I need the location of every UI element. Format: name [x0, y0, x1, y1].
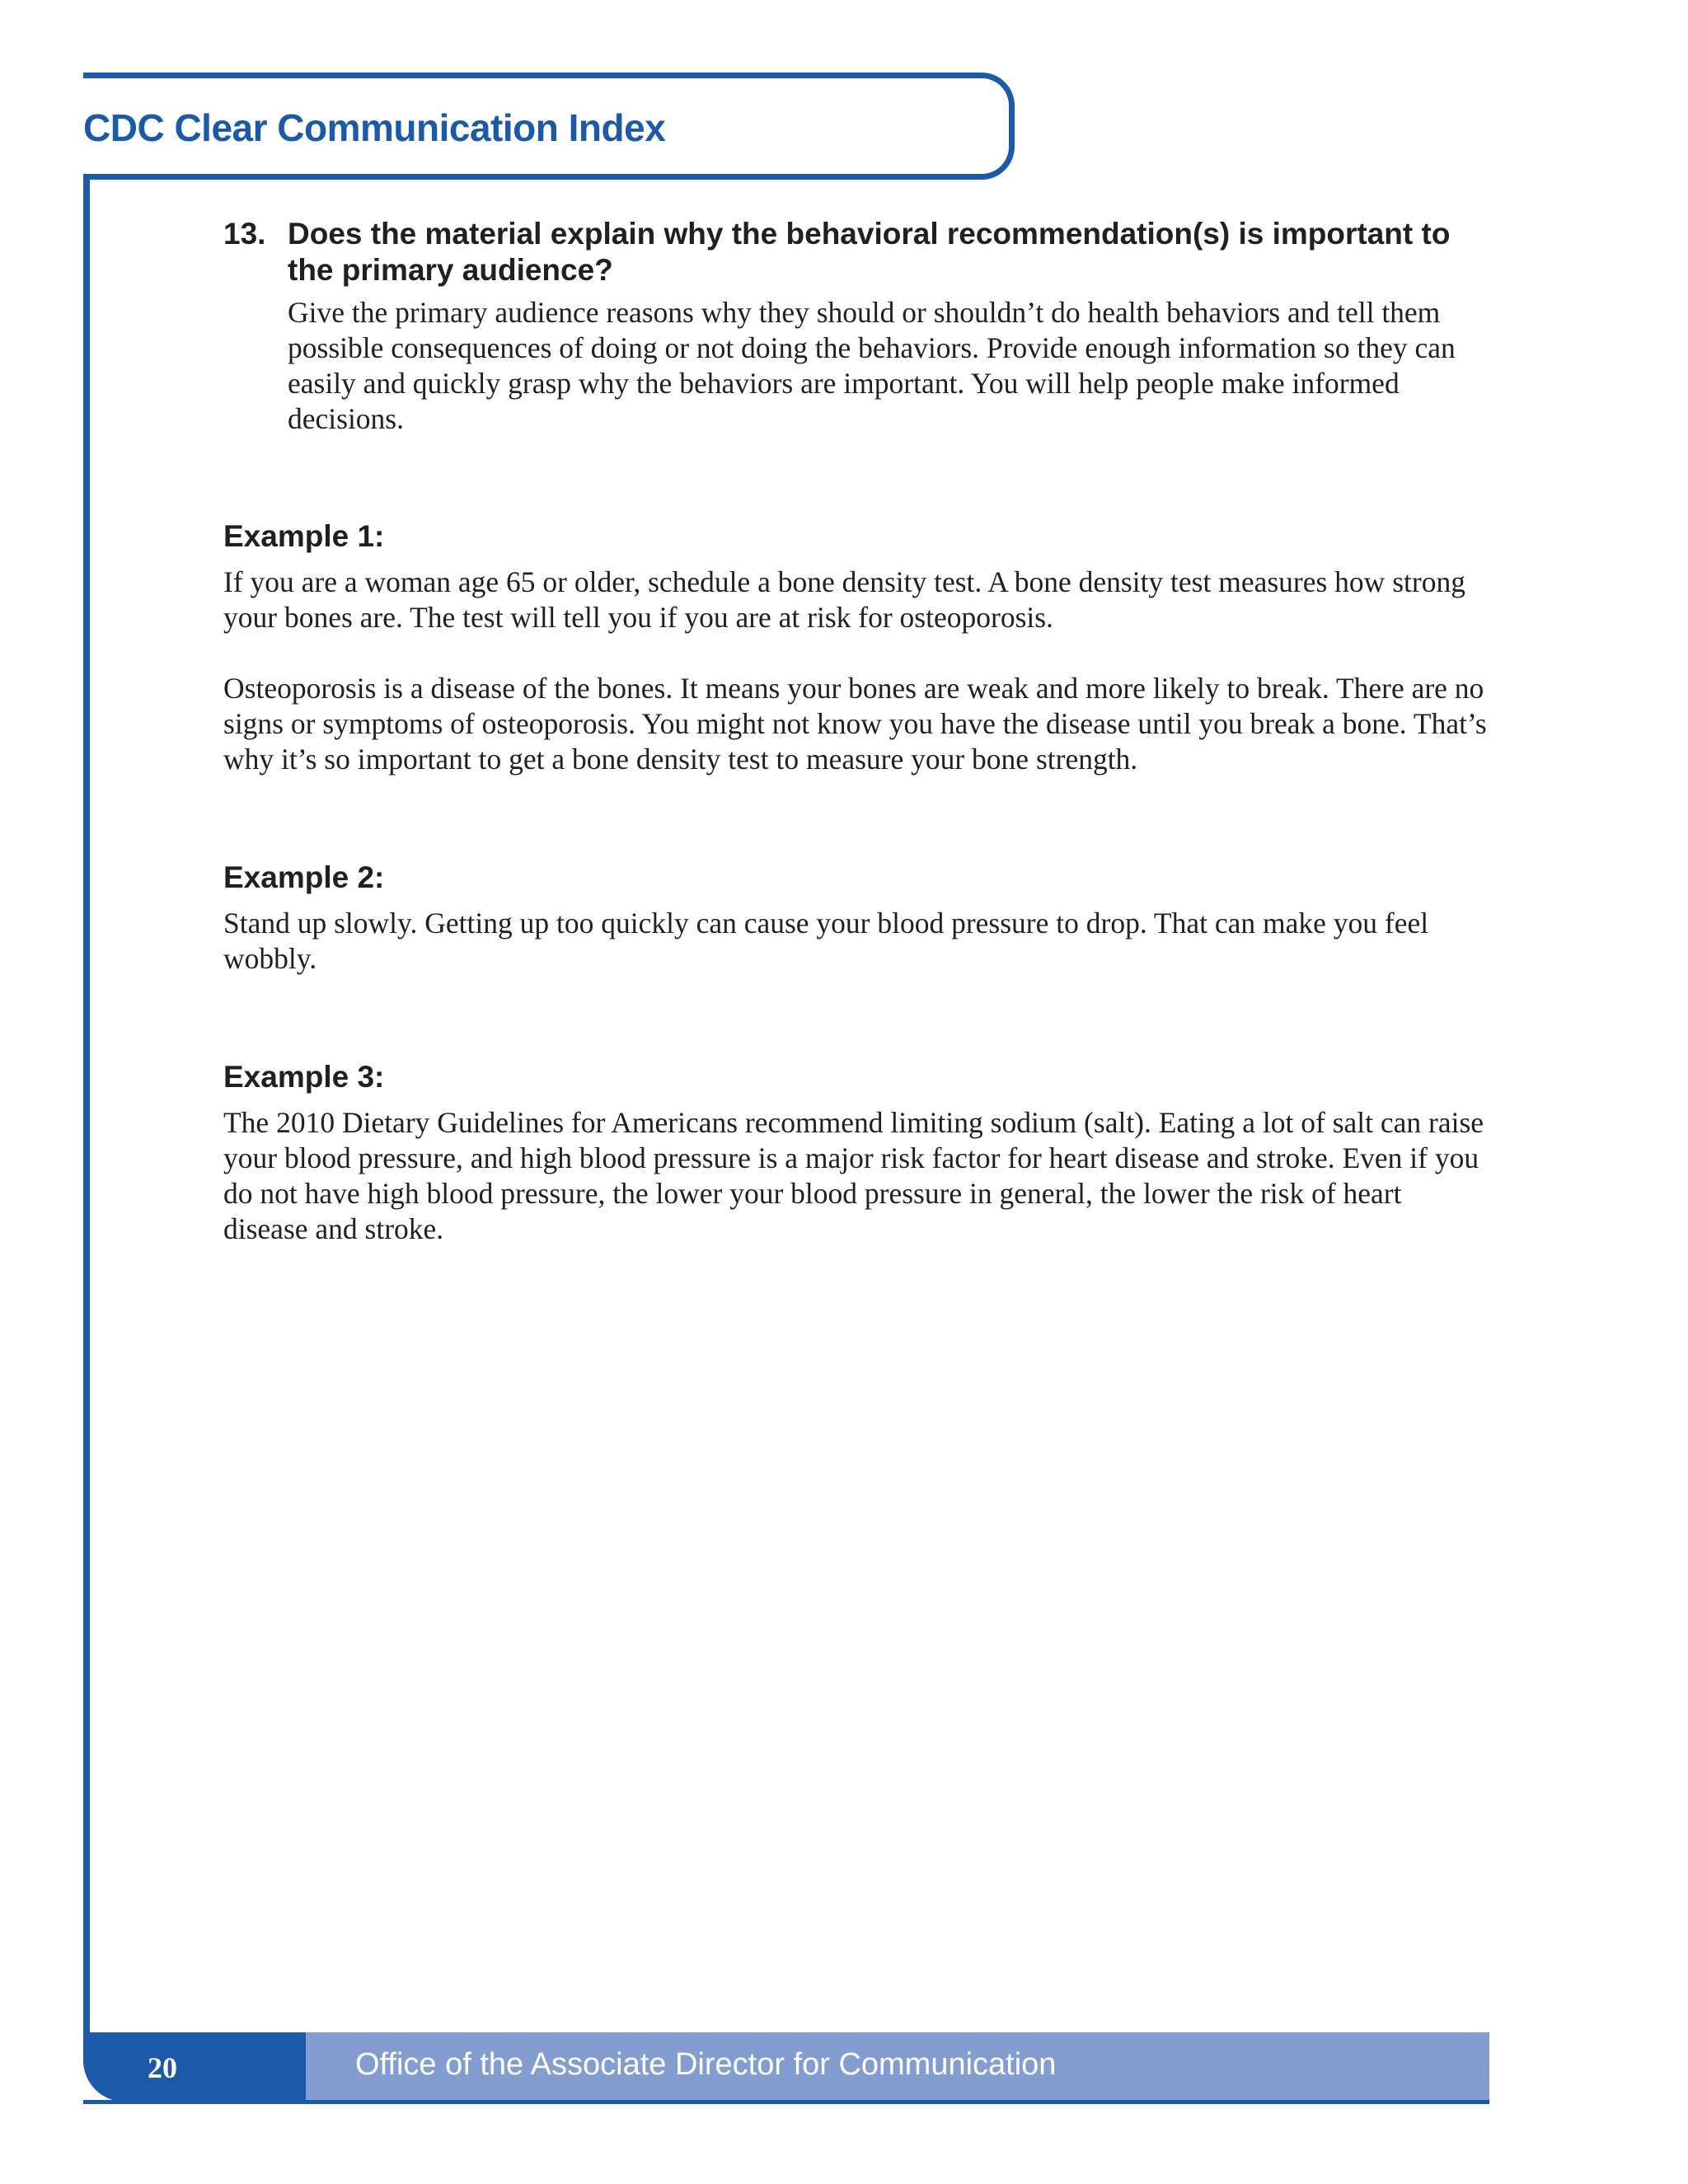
left-border-rule [83, 174, 90, 2053]
document-title: CDC Clear Communication Index [83, 106, 666, 149]
footer-underline [83, 2100, 1489, 2104]
example-paragraph: Stand up slowly. Getting up too quickly can cause your blood pressure to drop. That can make you feel wobbly. [223, 907, 1429, 975]
example-1 [223, 518, 1493, 777]
example-paragraph: The 2010 Dietary Guidelines for Americans recommend limiting sodium (salt). Eating a lot of salt can raise your blood pressure, and high blood pressure is a major risk factor for heart disease and stroke. Even if you do not have high blood pressure, the lower your blood pressure in general, the lower the risk of heart disease and stroke. [223, 1106, 1484, 1245]
example-2 [223, 860, 1493, 977]
question-text: Does the material explain why the behavioral recommendation(s) is important to the primary audience? [288, 217, 1451, 287]
example-heading: Example 3: [223, 1060, 385, 1094]
example-3 [223, 1059, 1493, 1247]
footer-office-name: Office of the Associate Director for Communication [355, 2047, 1057, 2082]
question-number: 13. [223, 217, 266, 251]
main-content [223, 216, 1493, 1247]
example-paragraph: Osteoporosis is a disease of the bones. It means your bones are weak and more likely to break. There are no signs or symptoms of osteoporosis. You might not know you have the disease until you break a bone. That’s why it’s so important to get a bone density test to measure your bone strength. [223, 672, 1487, 776]
example-paragraph: If you are a woman age 65 or older, schedule a bone density test. A bone density test measures how strong your bones are. The test will tell you if you are at risk for osteoporosis. [223, 565, 1465, 634]
page-number: 20 [148, 2051, 177, 2084]
example-heading: Example 2: [223, 860, 385, 894]
example-heading: Example 1: [223, 519, 385, 553]
question-description: Give the primary audience reasons why they should or shouldn’t do health behaviors and tell them possible consequences of doing or not doing the behaviors. Provide enough information so they can easily and quickly grasp why the behaviors are important. You will help people make informed decisions. [288, 296, 1456, 435]
question-13 [223, 216, 1493, 288]
page-number-box [83, 2032, 306, 2102]
footer-bar [83, 2032, 1489, 2102]
